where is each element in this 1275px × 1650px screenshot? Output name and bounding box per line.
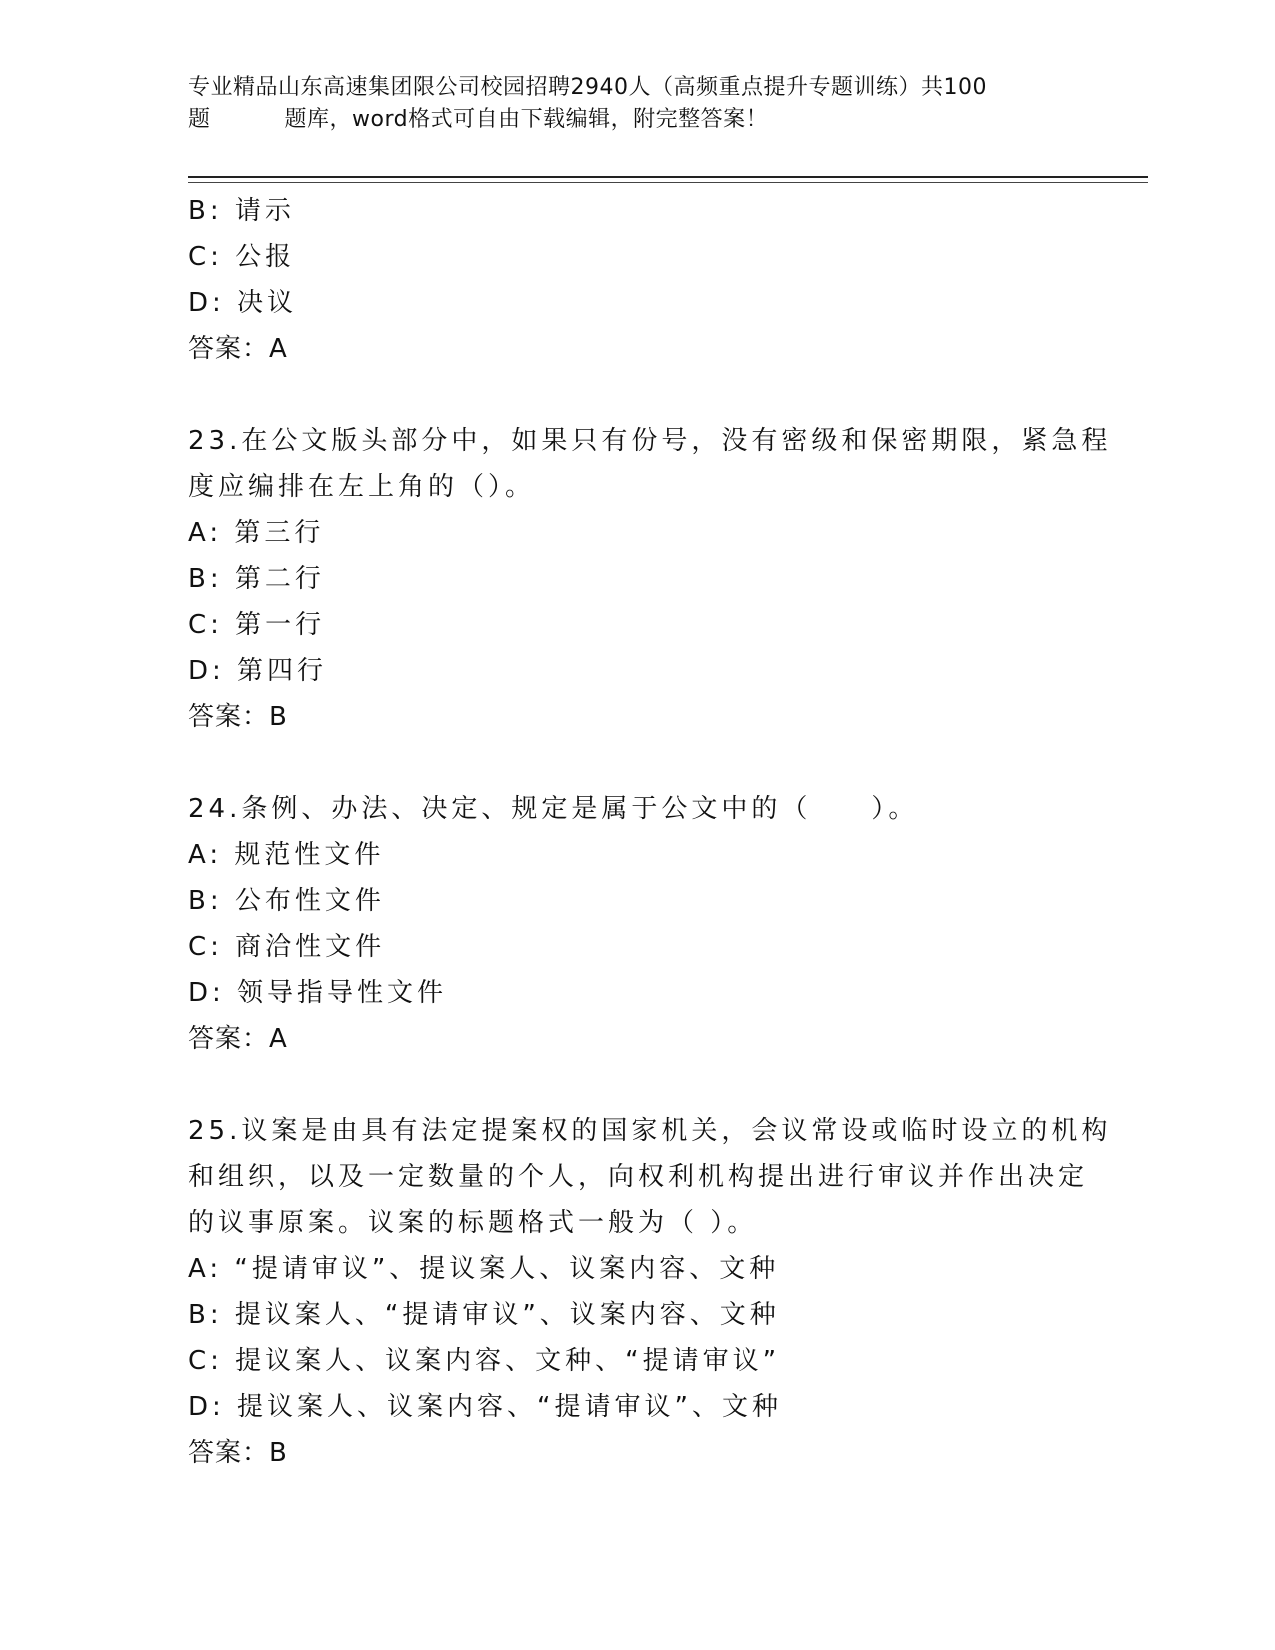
header-title-line1: 专业精品山东高速集团限公司校园招聘2940人（高频重点提升专题训练）共100 bbox=[188, 75, 987, 100]
question-text: 24.条例、办法、决定、规定是属于公文中的（ ）。 bbox=[188, 794, 919, 824]
question-block-23 bbox=[188, 418, 1112, 740]
question-block-25 bbox=[188, 1108, 1112, 1476]
question-content bbox=[188, 188, 1112, 1476]
answer-label: 答案：A bbox=[188, 1024, 288, 1054]
question-block-24 bbox=[188, 786, 1088, 1062]
option-b: B: 提议案人、“提请审议”、议案内容、文种 bbox=[188, 1300, 780, 1330]
header-divider-thin bbox=[188, 182, 1148, 183]
header-divider bbox=[188, 176, 1148, 178]
option-c: C: 商洽性文件 bbox=[188, 932, 386, 962]
option-b: B: 公布性文件 bbox=[188, 886, 385, 916]
option-d: D: 提议案人、议案内容、“提请审议”、文种 bbox=[188, 1392, 782, 1422]
header-title-line2-right: 题库，word格式可自由下载编辑，附完整答案！ bbox=[284, 107, 769, 132]
option-b: B: 第二行 bbox=[188, 564, 325, 594]
option-d: D: 决议 bbox=[188, 288, 298, 318]
answer-label: 答案：A bbox=[188, 334, 288, 364]
option-c: C: 提议案人、议案内容、文种、“提请审议” bbox=[188, 1346, 781, 1376]
header-title-line2 bbox=[188, 104, 1068, 136]
option-d: D: 第四行 bbox=[188, 656, 328, 686]
question-text: 23.在公文版头部分中，如果只有份号，没有密级和保密期限，紧急程 bbox=[188, 426, 1112, 456]
question-text: 度应编排在左上角的（）。 bbox=[188, 472, 536, 502]
option-d: D: 领导指导性文件 bbox=[188, 978, 448, 1008]
option-a: A: 规范性文件 bbox=[188, 840, 385, 870]
answer-label: 答案：B bbox=[188, 702, 288, 732]
option-c: C: 第一行 bbox=[188, 610, 326, 640]
question-text: 25.议案是由具有法定提案权的国家机关，会议常设或临时设立的机构 bbox=[188, 1116, 1112, 1146]
question-text: 的议事原案。议案的标题格式一般为（ ）。 bbox=[188, 1208, 758, 1238]
answer-label: 答案：B bbox=[188, 1438, 288, 1468]
header-title-line2-left: 题 bbox=[188, 107, 211, 132]
option-c: C: 公报 bbox=[188, 242, 296, 272]
question-block-prev bbox=[188, 188, 1088, 372]
option-a: A: “提请审议”、提议案人、议案内容、文种 bbox=[188, 1254, 780, 1284]
option-b: B: 请示 bbox=[188, 196, 295, 226]
question-text: 和组织，以及一定数量的个人，向权利机构提出进行审议并作出决定 bbox=[188, 1162, 1089, 1192]
document-header bbox=[188, 72, 1068, 136]
option-a: A: 第三行 bbox=[188, 518, 325, 548]
